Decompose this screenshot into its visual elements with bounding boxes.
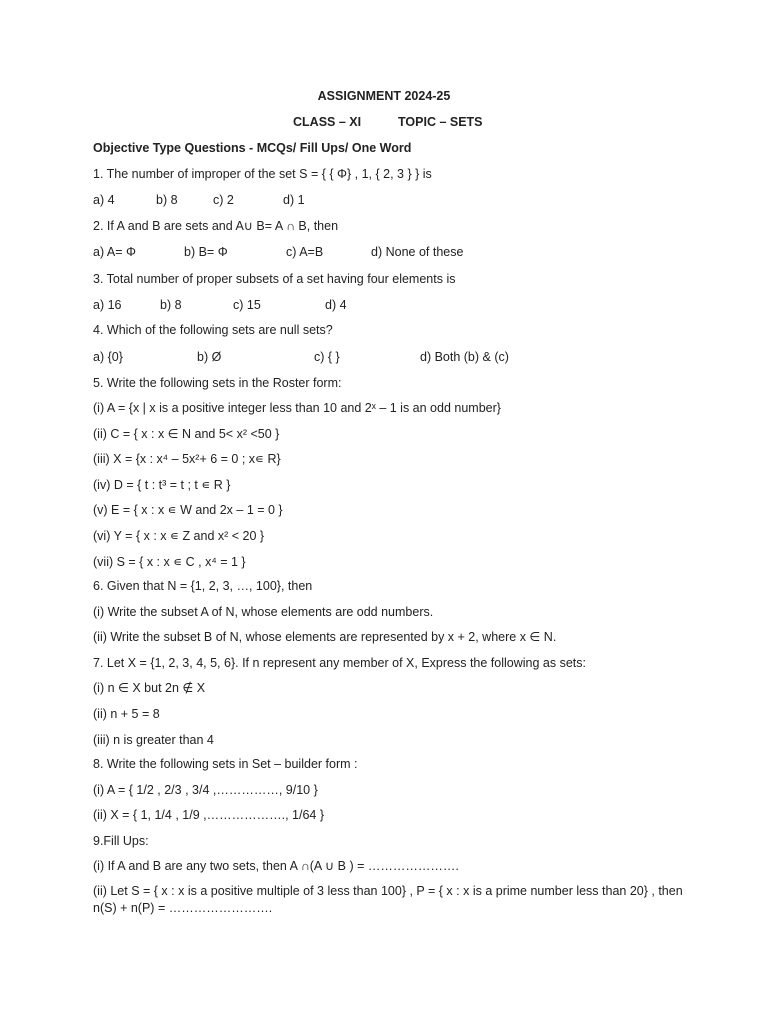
q8-item: (i) A = { 1/2 , 2/3 , 3/4 ,……………, 9/10 }	[93, 783, 318, 797]
q5-item: (vi) Y = { x : x ∊ Z and x² < 20 }	[93, 529, 265, 543]
class-label: CLASS – XI	[293, 115, 362, 129]
q3-option-b: b) 8	[160, 298, 182, 312]
question-6: 6. Given that N = {1, 2, 3, …, 100}, then	[93, 579, 313, 593]
q2-option-d: d) None of these	[371, 245, 464, 259]
question-2: 2. If A and B are sets and A∪ B= A ∩ B, then	[93, 219, 339, 233]
q9-item: (ii) Let S = { x : x is a positive multiple of 3 less than 100} , P = { x : x is a prime number less than 20} , then n(S) + n(P) = …………………….	[93, 884, 683, 915]
q4-option-b: b) Ø	[197, 350, 222, 364]
assignment-title: ASSIGNMENT 2024-25	[317, 89, 451, 103]
q5-item: (vii) S = { x : x ∊ C , x⁴ = 1 }	[93, 555, 246, 569]
section-title: Objective Type Questions - MCQs/ Fill Ups/ One Word	[93, 141, 412, 155]
q1-option-c: c) 2	[213, 193, 234, 207]
topic-label: TOPIC – SETS	[398, 115, 483, 129]
q7-item: (i) n ∈ X but 2n ∉ X	[93, 681, 206, 695]
q7-item: (ii) n + 5 = 8	[93, 707, 160, 721]
q2-option-b: b) B= Φ	[184, 245, 228, 259]
q4-option-c: c) { }	[314, 350, 340, 364]
q9-item: (i) If A and B are any two sets, then A ∩(A ∪ B ) = ………………….	[93, 859, 459, 873]
q3-option-a: a) 16	[93, 298, 122, 312]
q6-item: (i) Write the subset A of N, whose elements are odd numbers.	[93, 605, 434, 619]
question-8: 8. Write the following sets in Set – builder form :	[93, 757, 358, 771]
question-5: 5. Write the following sets in the Roster form:	[93, 376, 342, 390]
question-9: 9.Fill Ups:	[93, 834, 149, 848]
q2-option-c: c) A=B	[286, 245, 324, 259]
q2-option-a: a) A= Φ	[93, 245, 136, 259]
q5-item: (v) E = { x : x ∊ W and 2x – 1 = 0 }	[93, 503, 283, 517]
question-1: 1. The number of improper of the set S = { { Φ} , 1, { 2, 3 } } is	[93, 167, 432, 181]
q3-option-d: d) 4	[325, 298, 347, 312]
q5-item: (ii) C = { x : x ∈ N and 5< x² <50 }	[93, 427, 280, 441]
q1-option-a: a) 4	[93, 193, 115, 207]
q7-item: (iii) n is greater than 4	[93, 733, 214, 747]
q5-item: (iii) X = {x : x⁴ – 5x²+ 6 = 0 ; x∊ R}	[93, 452, 281, 466]
q1-option-d: d) 1	[283, 193, 305, 207]
q3-option-c: c) 15	[233, 298, 261, 312]
q6-item: (ii) Write the subset B of N, whose elements are represented by x + 2, where x ∈ N.	[93, 630, 557, 644]
q4-option-a: a) {0}	[93, 350, 123, 364]
q5-item: (i) A = {x | x is a positive integer less than 10 and 2ˣ – 1 is an odd number}	[93, 401, 501, 415]
q1-option-b: b) 8	[156, 193, 178, 207]
q8-item: (ii) X = { 1, 1/4 , 1/9 ,………………., 1/64 }	[93, 808, 324, 822]
q4-option-d: d) Both (b) & (c)	[420, 350, 509, 364]
q5-item: (iv) D = { t : t³ = t ; t ∊ R }	[93, 478, 231, 492]
question-7: 7. Let X = {1, 2, 3, 4, 5, 6}. If n represent any member of X, Express the following as sets:	[93, 656, 586, 670]
question-4: 4. Which of the following sets are null sets?	[93, 323, 333, 337]
question-3: 3. Total number of proper subsets of a set having four elements is	[93, 272, 456, 286]
